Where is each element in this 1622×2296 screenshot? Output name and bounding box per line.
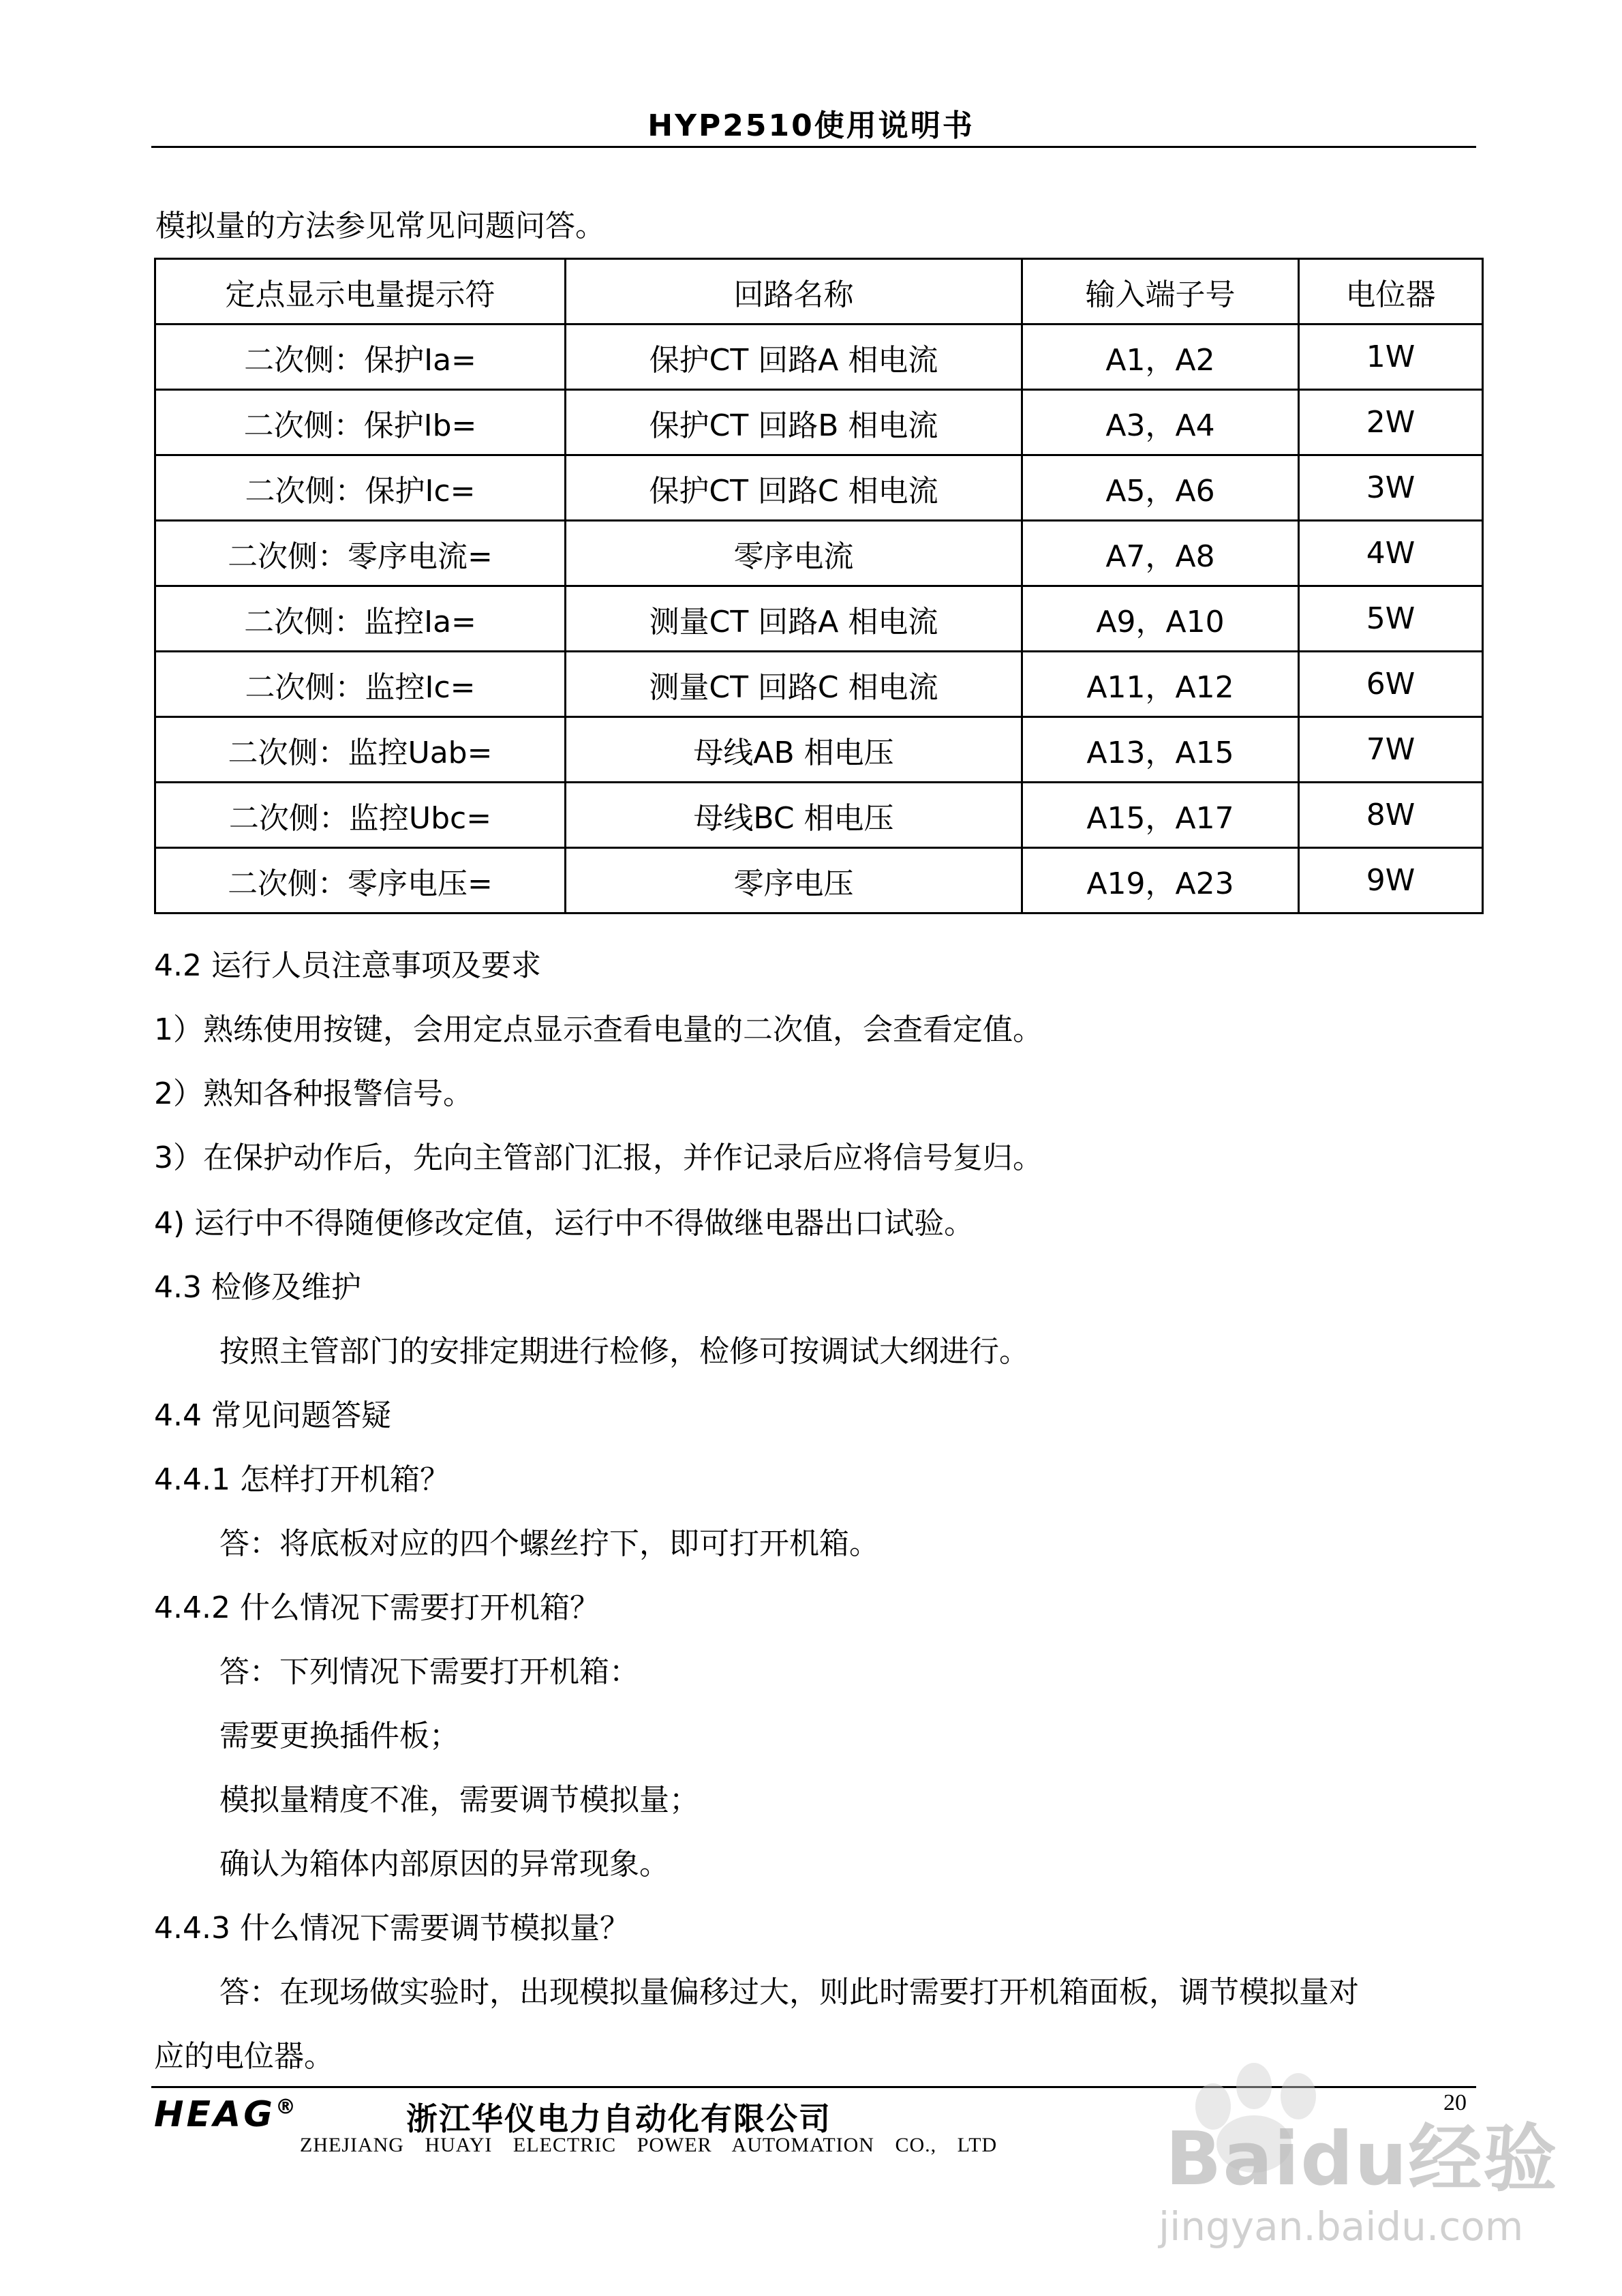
table-cell: 测量CT 回路C 相电流 — [566, 652, 1022, 717]
section-heading-4-2: 4.2 运行人员注意事项及要求 — [154, 948, 541, 983]
table-row — [155, 717, 1483, 783]
table-cell: A5，A6 — [1022, 455, 1299, 521]
table-cell: 保护CT 回路A 相电流 — [566, 324, 1022, 390]
table-cell: A11，A12 — [1022, 652, 1299, 717]
table-cell: 二次侧：零序电压= — [155, 848, 566, 913]
answer: 答：在现场做实验时，出现模拟量偏移过大，则此时需要打开机箱面板，调节模拟量对 — [219, 1975, 1359, 2010]
table-cell: 二次侧：监控Ic= — [155, 652, 566, 717]
table-cell: 二次侧：保护Ib= — [155, 390, 566, 455]
table-cell: 母线BC 相电压 — [566, 783, 1022, 848]
table-cell: 保护CT 回路C 相电流 — [566, 455, 1022, 521]
table-cell: 测量CT 回路A 相电流 — [566, 586, 1022, 652]
table-cell: 零序电流 — [566, 521, 1022, 586]
question: 4.4.2 什么情况下需要打开机箱？ — [154, 1590, 600, 1625]
table-cell: A7，A8 — [1022, 521, 1299, 586]
list-item: 1）熟练使用按键，会用定点显示查看电量的二次值，会查看定值。 — [154, 1012, 1043, 1047]
page-number: 20 — [1443, 2090, 1467, 2115]
table-cell: 4W — [1299, 521, 1483, 586]
answer-line: 确认为箱体内部原因的异常现象。 — [219, 1847, 669, 1882]
answer-line: 需要更换插件板； — [219, 1719, 459, 1753]
table-cell: 二次侧：监控Ubc= — [155, 783, 566, 848]
intro-paragraph: 模拟量的方法参见常见问题问答。 — [155, 209, 605, 243]
table-cell: 1W — [1299, 324, 1483, 390]
list-item: 3）在保护动作后，先向主管部门汇报，并作记录后应将信号复归。 — [154, 1141, 1043, 1175]
answer-line: 模拟量精度不准，需要调节模拟量； — [219, 1783, 699, 1817]
table-cell: 保护CT 回路B 相电流 — [566, 390, 1022, 455]
list-item: 4) 运行中不得随便修改定值，运行中不得做继电器出口试验。 — [154, 1206, 975, 1241]
table-row — [155, 586, 1483, 652]
paragraph: 按照主管部门的安排定期进行检修，检修可按调试大纲进行。 — [219, 1334, 1029, 1369]
registered-mark: ® — [275, 2095, 299, 2119]
answer: 答：将底板对应的四个螺丝拧下，即可打开机箱。 — [219, 1526, 879, 1561]
table-header-row — [155, 259, 1483, 324]
table-cell: 3W — [1299, 455, 1483, 521]
column-header: 输入端子号 — [1022, 259, 1299, 324]
table-row — [155, 455, 1483, 521]
table-cell: 7W — [1299, 717, 1483, 783]
list-item: 2）熟知各种报警信号。 — [154, 1076, 473, 1111]
terminal-table — [154, 258, 1484, 914]
column-header: 电位器 — [1299, 259, 1483, 324]
table-cell: 零序电压 — [566, 848, 1022, 913]
answer: 答：下列情况下需要打开机箱： — [219, 1655, 639, 1689]
table-cell: A19，A23 — [1022, 848, 1299, 913]
header-divider — [151, 146, 1476, 148]
table-cell: 二次侧：保护Ic= — [155, 455, 566, 521]
baidu-watermark-url: jingyan.baidu.com — [1159, 2203, 1524, 2250]
table-row — [155, 521, 1483, 586]
table-row — [155, 324, 1483, 390]
table-row — [155, 390, 1483, 455]
baidu-watermark-brand: Baidu经验 — [1165, 2117, 1559, 2202]
table-cell: 二次侧：零序电流= — [155, 521, 566, 586]
table-cell: 9W — [1299, 848, 1483, 913]
column-header: 定点显示电量提示符 — [155, 259, 566, 324]
section-heading-4-4: 4.4 常见问题答疑 — [154, 1398, 391, 1433]
question: 4.4.1 怎样打开机箱？ — [154, 1462, 450, 1497]
table-cell: A9，A10 — [1022, 586, 1299, 652]
table-cell: A13，A15 — [1022, 717, 1299, 783]
company-logo — [154, 2094, 299, 2135]
table-cell: A1，A2 — [1022, 324, 1299, 390]
table-cell: 二次侧：保护Ia= — [155, 324, 566, 390]
table-cell: 2W — [1299, 390, 1483, 455]
column-header: 回路名称 — [566, 259, 1022, 324]
table-row — [155, 783, 1483, 848]
table-cell: 二次侧：监控Uab= — [155, 717, 566, 783]
table-cell: 5W — [1299, 586, 1483, 652]
table-cell: 6W — [1299, 652, 1483, 717]
table-cell: 8W — [1299, 783, 1483, 848]
table-cell: 母线AB 相电压 — [566, 717, 1022, 783]
page-header-title: HYP2510使用说明书 — [647, 108, 975, 143]
company-name-en: ZHEJIANG HUAYI ELECTRIC POWER AUTOMATION CO., LTD — [300, 2134, 998, 2156]
answer-continuation: 应的电位器。 — [154, 2039, 334, 2074]
logo-text: HEAG — [154, 2094, 275, 2135]
company-name-cn: 浙江华仪电力自动化有限公司 — [406, 2100, 831, 2137]
table-row — [155, 848, 1483, 913]
table-cell: A15，A17 — [1022, 783, 1299, 848]
section-heading-4-3: 4.3 检修及维护 — [154, 1270, 361, 1305]
table-cell: 二次侧：监控Ia= — [155, 586, 566, 652]
table-row — [155, 652, 1483, 717]
table-cell: A3，A4 — [1022, 390, 1299, 455]
question: 4.4.3 什么情况下需要调节模拟量？ — [154, 1911, 630, 1946]
